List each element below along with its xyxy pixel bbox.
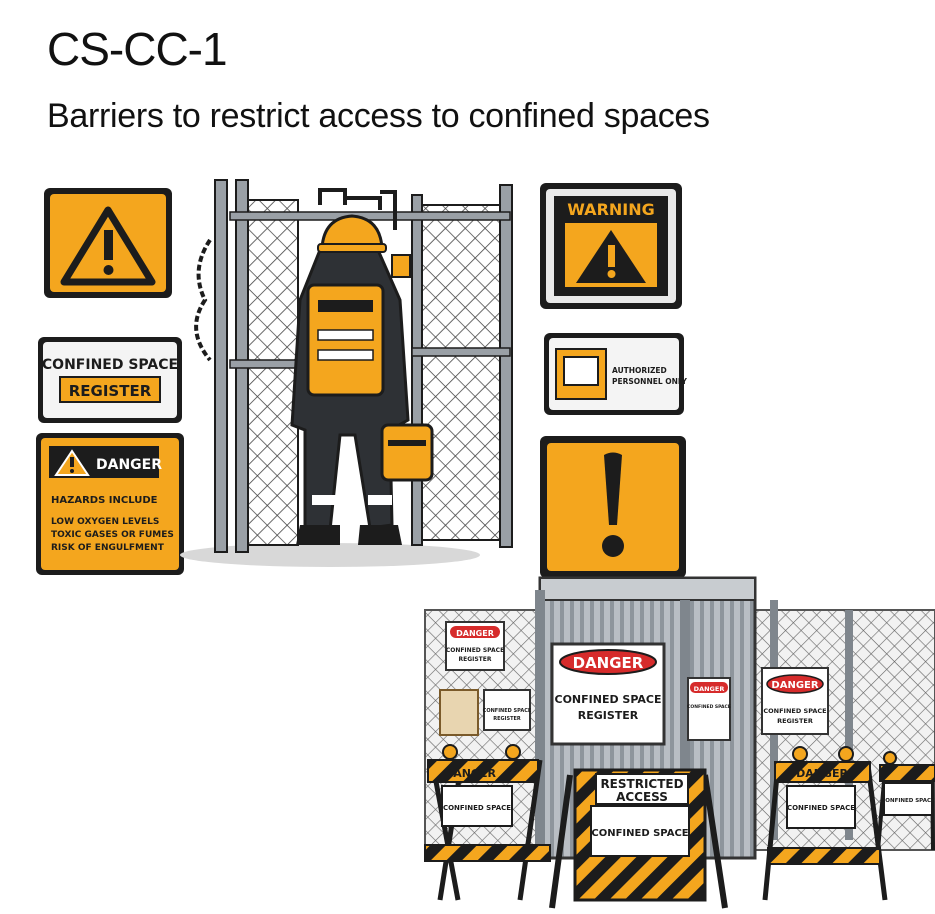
register-label: REGISTER [68,382,152,400]
svg-text:CONFINED SPACE: CONFINED SPACE [763,707,827,715]
personnel-only-label: PERSONNEL ONLY [612,377,687,386]
warning-triangle-sign [44,188,172,298]
svg-text:CONFINED SPACE: CONFINED SPACE [687,705,731,710]
enclosure-scene [420,578,935,908]
authorized-label: AUTHORIZED [612,366,667,375]
svg-text:CONFINED SPACE: CONFINED SPACE [881,798,935,804]
page-subtitle: Barriers to restrict access to confined spaces [47,97,710,135]
svg-text:DANGER: DANGER [693,685,725,693]
mid-danger-register [687,678,731,740]
svg-text:CONFINED SPACE: CONFINED SPACE [445,647,505,654]
danger-heading: DANGER [96,457,163,473]
toolbox-icon [382,425,432,480]
svg-text:CONFINED SPACE: CONFINED SPACE [591,828,689,839]
svg-text:DANGER: DANGER [572,654,644,672]
warning-label: WARNING [567,200,655,219]
svg-text:CONFINED SPACE: CONFINED SPACE [482,708,532,714]
right-danger-register [762,668,828,734]
warning-sign [540,183,682,309]
svg-text:CONFINED SPACE: CONFINED SPACE [442,804,512,812]
svg-text:CONFINED SPACE: CONFINED SPACE [786,804,856,812]
danger-hazards-sign [36,433,184,575]
hazard-item: RISK OF ENGULFMENT [51,543,164,553]
confined-space-label: CONFINED SPACE [41,357,179,373]
svg-text:REGISTER: REGISTER [493,716,521,722]
exclamation-sign [540,436,686,578]
authorized-personnel-sign [544,333,688,415]
page-code: CS-CC-1 [47,23,227,75]
svg-text:DANGER: DANGER [771,680,819,691]
hazards-intro: HAZARDS INCLUDE [51,495,158,506]
svg-text:REGISTER: REGISTER [577,709,639,722]
mini-confined-sign [483,690,532,730]
access-label: ACCESS [616,790,668,804]
svg-text:DANGER: DANGER [444,767,496,780]
svg-text:DANGER: DANGER [796,767,848,780]
svg-text:REGISTER: REGISTER [777,717,813,725]
svg-text:REGISTER: REGISTER [458,656,492,663]
danger-label: DANGER [456,629,494,638]
hazard-item: LOW OXYGEN LEVELS [51,517,160,527]
restricted-label: RESTRICTED [600,777,684,791]
svg-text:CONFINED SPACE: CONFINED SPACE [554,693,662,706]
danger-register-small [446,622,504,670]
hazard-item: TOXIC GASES OR FUMES [51,530,174,540]
confined-space-register-sign [38,337,182,423]
barricade-center [552,770,725,908]
barricade-left [425,745,550,900]
main-danger-register [552,644,664,744]
